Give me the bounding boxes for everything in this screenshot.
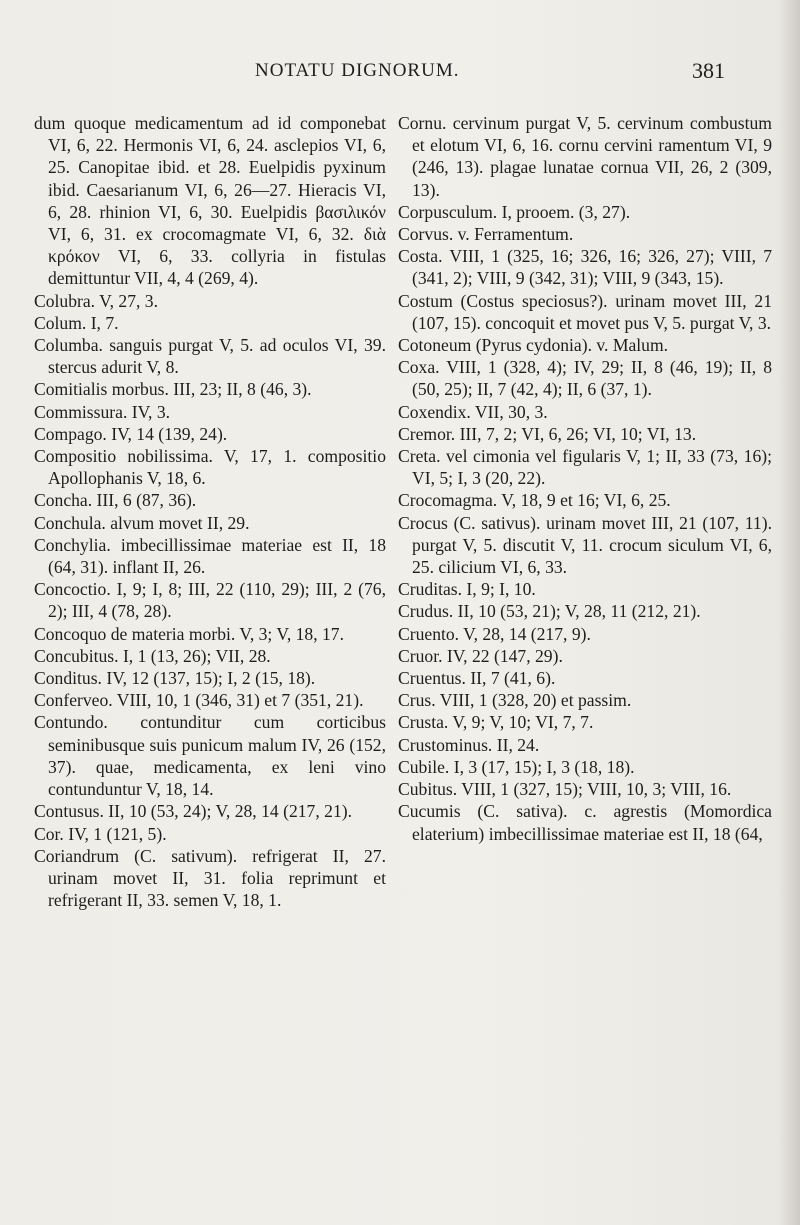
index-entry: dum quoque medicamentum ad id componebat VI, 6, 22. Hermonis VI, 6, 24. asclepios VI, 6, 25. Canopitae ibid. et 28. Euelpidis pyxinum ibid. Caesarianum VI, 6, 26—27. Hieracis VI, 6, 28. rhinion VI, 6, 30. Euelpidis βασιλικόν VI, 6, 31. ex crocomagmate VI, 6, 32. διὰ κρόκον VI, 6, 33. collyria in fistulas demittuntur VII, 4, 4 (269, 4). [34, 113, 386, 289]
index-entry: Crusta. V, 9; V, 10; VI, 7, 7. [398, 712, 594, 733]
index-entry: Cruentus. II, 7 (41, 6). [398, 668, 556, 689]
index-column-left [34, 112, 386, 911]
index-entry: Cor. IV, 1 (121, 5). [34, 823, 167, 844]
index-entry: Costum (Costus speciosus?). urinam movet III, 21 (107, 15). concoquit et movet pus V, 5. purgat V, 3. [398, 290, 772, 333]
index-entry: Commissura. IV, 3. [34, 401, 171, 422]
index-entry: Crocomagma. V, 18, 9 et 16; VI, 6, 25. [398, 490, 671, 511]
page-header [0, 58, 800, 90]
index-entry: Costa. VIII, 1 (325, 16; 326, 16; 326, 27); VIII, 7 (341, 2); VIII, 9 (342, 31); VIII, 9 (343, 15). [398, 246, 772, 289]
index-entry: Crus. VIII, 1 (328, 20) et passim. [398, 690, 632, 711]
index-entry: Coriandrum (C. sativum). refrigerat II, 27. urinam movet II, 31. folia reprimunt et refrigerant II, 33. semen V, 18, 1. [34, 845, 386, 911]
index-entry: Crocus (C. sativus). urinam movet III, 21 (107, 11). purgat V, 5. discutit V, 11. crocum siculum VI, 6, 25. cilicium VI, 6, 33. [398, 512, 772, 578]
index-entry: Contusus. II, 10 (53, 24); V, 28, 14 (217, 21). [34, 801, 352, 822]
index-entry: Concha. III, 6 (87, 36). [34, 490, 197, 511]
index-column-right [398, 112, 772, 845]
index-entry: Crudus. II, 10 (53, 21); V, 28, 11 (212, 21). [398, 601, 701, 622]
index-entry: Corvus. v. Ferramentum. [398, 224, 574, 245]
index-entry: Contundo. contunditur cum corticibus seminibusque suis punicum malum IV, 26 (152, 37). quae, medicamenta, ex leni vino contunduntur V, 18, 14. [34, 712, 386, 800]
running-title: NOTATU DIGNORUM. [255, 60, 460, 81]
index-entry: Comitialis morbus. III, 23; II, 8 (46, 3). [34, 379, 312, 400]
index-entry: Conditus. IV, 12 (137, 15); I, 2 (15, 18). [34, 668, 316, 689]
index-entry: Cornu. cervinum purgat V, 5. cervinum combustum et elotum VI, 6, 16. cornu cervini ramentum VI, 9 (246, 13). plagae lunatae cornua VII, 26, 2 (309, 13). [398, 113, 772, 200]
index-entry: Colum. I, 7. [34, 312, 119, 333]
index-entry: Crustominus. II, 24. [398, 734, 540, 755]
index-entry: Concoctio. I, 9; I, 8; III, 22 (110, 29); III, 2 (76, 2); III, 4 (78, 28). [34, 579, 386, 622]
index-entry: Cubile. I, 3 (17, 15); I, 3 (18, 18). [398, 756, 635, 777]
index-entry: Cotoneum (Pyrus cydonia). v. Malum. [398, 335, 669, 356]
index-entry: Concoquo de materia morbi. V, 3; V, 18, 17. [34, 623, 344, 644]
index-entry: Corpusculum. I, prooem. (3, 27). [398, 201, 631, 222]
index-entry: Conchula. alvum movet II, 29. [34, 512, 250, 533]
index-entry: Columba. sanguis purgat V, 5. ad oculos VI, 39. stercus adurit V, 8. [34, 335, 386, 378]
index-entry: Cruditas. I, 9; I, 10. [398, 579, 536, 600]
index-entry: Cruor. IV, 22 (147, 29). [398, 645, 563, 666]
index-entry: Colubra. V, 27, 3. [34, 290, 158, 311]
page-number: 381 [692, 58, 725, 83]
page-edge-shadow [778, 0, 800, 1225]
index-entry: Compositio nobilissima. V, 17, 1. compositio Apollophanis V, 18, 6. [34, 446, 386, 489]
index-entry: Concubitus. I, 1 (13, 26); VII, 28. [34, 645, 271, 666]
index-entry: Cremor. III, 7, 2; VI, 6, 26; VI, 10; VI, 13. [398, 423, 697, 444]
index-entry: Conferveo. VIII, 10, 1 (346, 31) et 7 (351, 21). [34, 690, 364, 711]
index-entry: Cubitus. VIII, 1 (327, 15); VIII, 10, 3; VIII, 16. [398, 779, 732, 800]
index-entry: Creta. vel cimonia vel figularis V, 1; II, 33 (73, 16); VI, 5; I, 3 (20, 22). [398, 446, 772, 489]
index-entry: Cruento. V, 28, 14 (217, 9). [398, 623, 591, 644]
index-entry: Compago. IV, 14 (139, 24). [34, 423, 228, 444]
index-entry: Conchylia. imbecillissimae materiae est II, 18 (64, 31). inflant II, 26. [34, 534, 386, 578]
index-entry: Coxa. VIII, 1 (328, 4); IV, 29; II, 8 (46, 19); II, 8 (50, 25); II, 7 (42, 4); II, 6 (37, 1). [398, 357, 772, 400]
index-entry: Cucumis (C. sativa). c. agrestis (Momordica elaterium) imbecillissimae materiae est II, 18 (64, [398, 801, 772, 844]
index-entry: Coxendix. VII, 30, 3. [398, 401, 548, 422]
